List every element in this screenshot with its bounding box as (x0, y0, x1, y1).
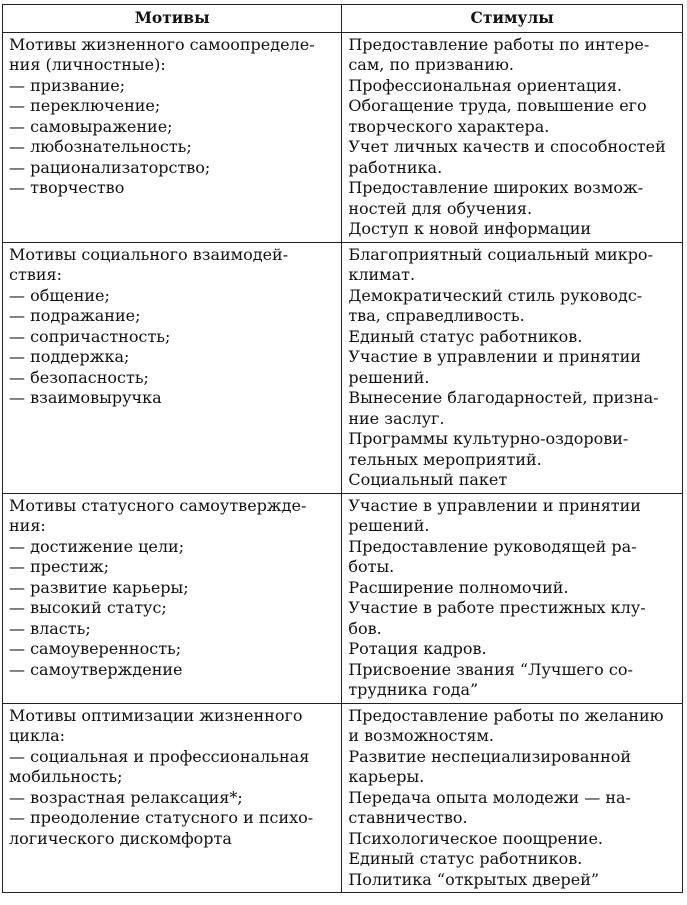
motives-line: — самовыражение; (9, 116, 173, 136)
table-row (3, 32, 683, 242)
stimuli-line: ностей для обучения. (348, 198, 533, 218)
stimuli-line: Вынесение благодарностей, призна- (348, 388, 659, 407)
stimuli-cell (342, 493, 683, 703)
motives-line: ствия: (9, 265, 62, 284)
motives-line: — социальная и профессиональная (9, 746, 310, 766)
stimuli-cell (342, 32, 683, 242)
motives-line: — самоуверенность; (9, 639, 182, 658)
stimuli-line: Единый статус работников. (348, 849, 583, 868)
motives-line: — общение; (9, 285, 110, 305)
stimuli-line: Развитие неспециализированной (348, 746, 632, 766)
motives-line: — развитие карьеры; (9, 577, 189, 597)
motives-line: ния: (9, 516, 46, 535)
stimuli-line: решений. (348, 367, 430, 387)
stimuli-line: Участие в работе престижных клу- (348, 598, 646, 617)
motives-stimuli-table (2, 4, 683, 893)
motives-line: — престиж; (9, 557, 110, 576)
motives-line: — взаимовыручка (9, 388, 162, 407)
stimuli-line: Предоставление руководящей ра- (348, 536, 637, 556)
motives-line: — поддержка; (9, 347, 130, 366)
motives-line: цикла: (9, 726, 66, 745)
stimuli-line: Присвоение звания “Лучшего со- (348, 659, 633, 679)
stimuli-line: Передача опыта молодежи — на- (348, 787, 631, 807)
stimuli-line: Демократический стиль руководс- (348, 285, 643, 305)
stimuli-line: Политика “открытых дверей” (348, 869, 600, 889)
stimuli-line: Программы культурно-оздорови- (348, 429, 629, 448)
motives-line: — рационализаторство; (9, 157, 211, 177)
motives-line: — возрастная релаксация*; (9, 787, 243, 807)
table-row (3, 493, 683, 703)
table-row (3, 703, 683, 893)
stimuli-line: Участие в управлении и принятии (348, 495, 641, 515)
motives-cell (3, 493, 342, 703)
stimuli-line: бов. (348, 618, 382, 638)
motives-line: — призвание; (9, 75, 126, 95)
motives-cell (3, 703, 342, 893)
stimuli-line: работника. (348, 157, 443, 177)
motives-line: — переключение; (9, 96, 161, 115)
stimuli-line: Учет личных качеств и способностей (348, 137, 666, 156)
motives-line: — преодоление статусного и психо- (9, 808, 314, 827)
motives-line: — власть; (9, 618, 91, 638)
motives-line: — достижение цели; (9, 536, 185, 556)
motives-line: — подражание; (9, 306, 141, 325)
motives-line: Мотивы статусного самоутвержде- (9, 495, 307, 515)
motives-line: — любознательность; (9, 137, 192, 156)
stimuli-line: Предоставление широких возмож- (348, 178, 644, 197)
motives-line: — творчество (9, 178, 125, 197)
stimuli-line: Предоставление работы по интере- (348, 34, 650, 54)
motives-line: логического дискомфорта (9, 828, 232, 848)
stimuli-line: Благоприятный социальный микро- (348, 244, 653, 264)
motives-line: ния (личностные): (9, 55, 166, 74)
stimuli-line: решений. (348, 516, 430, 535)
table-header-row (3, 5, 683, 33)
stimuli-line: Обогащение труда, повышение его (348, 96, 647, 115)
stimuli-line: Профессиональная ориентация. (348, 75, 623, 95)
motives-line: Мотивы оптимизации жизненного (9, 705, 303, 725)
stimuli-line: тельных мероприятий. (348, 449, 542, 469)
stimuli-line: карьеры. (348, 767, 425, 786)
stimuli-line: Единый статус работников. (348, 326, 583, 346)
table-row (3, 242, 683, 493)
motives-line: Мотивы социального взаимодей- (9, 244, 289, 264)
stimuli-line: Социальный пакет (348, 470, 508, 489)
motives-line: — самоутверждение (9, 659, 183, 679)
stimuli-line: ставничество. (348, 808, 468, 827)
stimuli-line: Ротация кадров. (348, 639, 487, 658)
stimuli-line: творческого характера. (348, 116, 550, 136)
stimuli-line: и возможностям. (348, 726, 494, 745)
stimuli-line: Участие в управлении и принятии (348, 347, 641, 366)
stimuli-line: климат. (348, 265, 416, 284)
stimuli-cell (342, 242, 683, 493)
stimuli-line: Расширение полномочий. (348, 577, 569, 597)
motives-cell (3, 242, 342, 493)
stimuli-line: сам, по призванию. (348, 55, 515, 74)
motives-line: — безопасность; (9, 367, 149, 387)
stimuli-line: Доступ к новой информации (348, 219, 592, 238)
motives-line: — высокий статус; (9, 598, 167, 617)
motives-line: Мотивы жизненного самоопределе- (9, 34, 315, 54)
stimuli-line: трудника года” (348, 680, 479, 699)
stimuli-line: Психологическое поощрение. (348, 828, 603, 848)
stimuli-cell (342, 703, 683, 893)
header-stimuli: Стимулы (342, 5, 683, 33)
header-motives: Мотивы (3, 5, 342, 33)
motives-line: — сопричастность; (9, 326, 171, 346)
stimuli-line: боты. (348, 557, 395, 576)
motives-line: мобильность; (9, 767, 123, 786)
stimuli-line: тва, справедливость. (348, 306, 525, 325)
stimuli-line: ние заслуг. (348, 408, 445, 428)
motives-cell (3, 32, 342, 242)
stimuli-line: Предоставление работы по желанию (348, 705, 664, 725)
table-body (3, 32, 683, 893)
